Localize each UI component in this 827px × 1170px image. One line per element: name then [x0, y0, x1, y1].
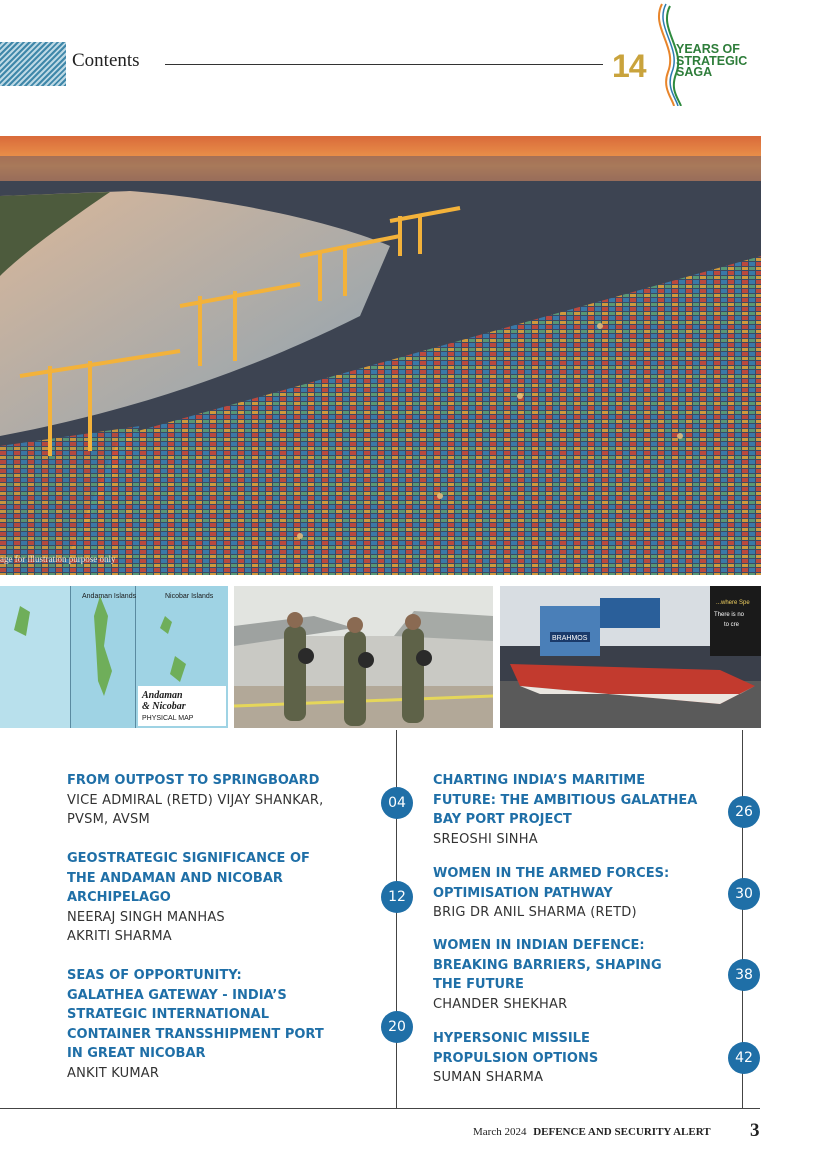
- issue-date: March 2024: [473, 1126, 527, 1138]
- expo-thumbnail: [500, 586, 761, 728]
- article-title: HYPERSONIC MISSILE: [433, 1031, 590, 1046]
- article-title: PROPULSION OPTIONS: [433, 1050, 599, 1066]
- article-title: WOMEN IN INDIAN DEFENCE:: [433, 938, 645, 953]
- article-title: BREAKING BARRIERS, SHAPING: [433, 957, 662, 973]
- map-label: Andaman Islands: [82, 593, 137, 600]
- article-author: ANKIT KUMAR: [67, 1065, 160, 1081]
- article-title: SEAS OF OPPORTUNITY:: [67, 968, 242, 983]
- article-title: CONTAINER TRANSSHIPMENT PORT: [67, 1026, 324, 1042]
- article-author: SUMAN SHARMA: [433, 1070, 544, 1085]
- page-badge[interactable]: 30: [728, 878, 760, 910]
- article-title: WOMEN IN THE ARMED FORCES:: [433, 866, 670, 881]
- article-title: OPTIMISATION PATHWAY: [433, 885, 613, 901]
- page-badge[interactable]: 04: [381, 787, 413, 819]
- header-hatch-block: [0, 42, 66, 86]
- page-number: 3: [750, 1120, 760, 1141]
- article-entry[interactable]: [433, 771, 697, 849]
- map-label: Nicobar Islands: [165, 593, 214, 600]
- pilots-illustration: [234, 586, 493, 728]
- logo-line: YEARS OF: [676, 42, 740, 56]
- article-entry[interactable]: [67, 849, 310, 947]
- logo-text: [676, 44, 747, 79]
- expo-sign-line: There is no: [714, 612, 745, 618]
- article-title: GALATHEA GATEWAY - INDIA’S: [67, 987, 287, 1003]
- article-title: FUTURE: THE AMBITIOUS GALATHEA: [433, 792, 698, 808]
- map-title: Andaman: [142, 690, 183, 701]
- article-author: NEERAJ SINGH MANHAS: [67, 909, 225, 925]
- article-author: CHANDER SHEKHAR: [433, 996, 568, 1012]
- article-title: THE ANDAMAN AND NICOBAR: [67, 870, 283, 886]
- article-author: AKRITI SHARMA: [67, 929, 172, 944]
- article-title: CHARTING INDIA’S MARITIME: [433, 773, 646, 788]
- article-entry[interactable]: [67, 771, 323, 830]
- article-entry[interactable]: [67, 966, 324, 1083]
- page-badge[interactable]: 42: [728, 1042, 760, 1074]
- expo-sign-line: ...where Spe: [716, 600, 750, 606]
- article-entry[interactable]: [433, 936, 662, 1014]
- page-title: Contents: [72, 50, 140, 71]
- expo-illustration: [500, 586, 761, 728]
- page-badge[interactable]: 26: [728, 796, 760, 828]
- anniversary-logo: [612, 2, 772, 106]
- expo-sign-line: to cre: [724, 622, 740, 628]
- map-subtitle: PHYSICAL MAP: [142, 715, 194, 722]
- logo-line: STRATEGIC: [676, 53, 748, 68]
- article-title: THE FUTURE: [433, 977, 524, 992]
- footer: [473, 1126, 711, 1138]
- article-title: GEOSTRATEGIC SIGNIFICANCE OF: [67, 851, 310, 866]
- article-title: STRATEGIC INTERNATIONAL: [67, 1007, 270, 1022]
- magazine-name: DEFENCE AND SECURITY ALERT: [533, 1126, 711, 1138]
- article-title: ARCHIPELAGO: [67, 890, 171, 905]
- hero-caption: age for illustration purpose only: [0, 554, 116, 564]
- bottom-rule: [0, 1108, 760, 1109]
- article-title: BAY PORT PROJECT: [433, 812, 572, 827]
- article-author: VICE ADMIRAL (RETD) VIJAY SHANKAR,: [67, 792, 324, 808]
- pilots-thumbnail: [234, 586, 493, 728]
- header-rule: [165, 64, 603, 65]
- page-badge[interactable]: 38: [728, 959, 760, 991]
- article-entry[interactable]: [433, 1029, 598, 1088]
- article-author: SREOSHI SINHA: [433, 831, 538, 847]
- logo-line: SAGA: [676, 65, 713, 79]
- article-entry[interactable]: [433, 864, 669, 923]
- article-title: IN GREAT NICOBAR: [67, 1046, 206, 1061]
- article-author: PVSM, AVSM: [67, 812, 150, 827]
- map-illustration: [0, 586, 228, 728]
- map-title: & Nicobar: [142, 701, 186, 712]
- article-title: FROM OUTPOST TO SPRINGBOARD: [67, 773, 320, 788]
- map-thumbnail: [0, 586, 228, 728]
- page-badge[interactable]: 20: [381, 1011, 413, 1043]
- port-illustration: [0, 136, 761, 575]
- article-author: BRIG DR ANIL SHARMA (RETD): [433, 905, 637, 920]
- logo-number: 14: [612, 48, 646, 84]
- page-badge[interactable]: 12: [381, 881, 413, 913]
- expo-badge: BRAHMOS: [552, 635, 588, 642]
- hero-port-image: [0, 136, 761, 575]
